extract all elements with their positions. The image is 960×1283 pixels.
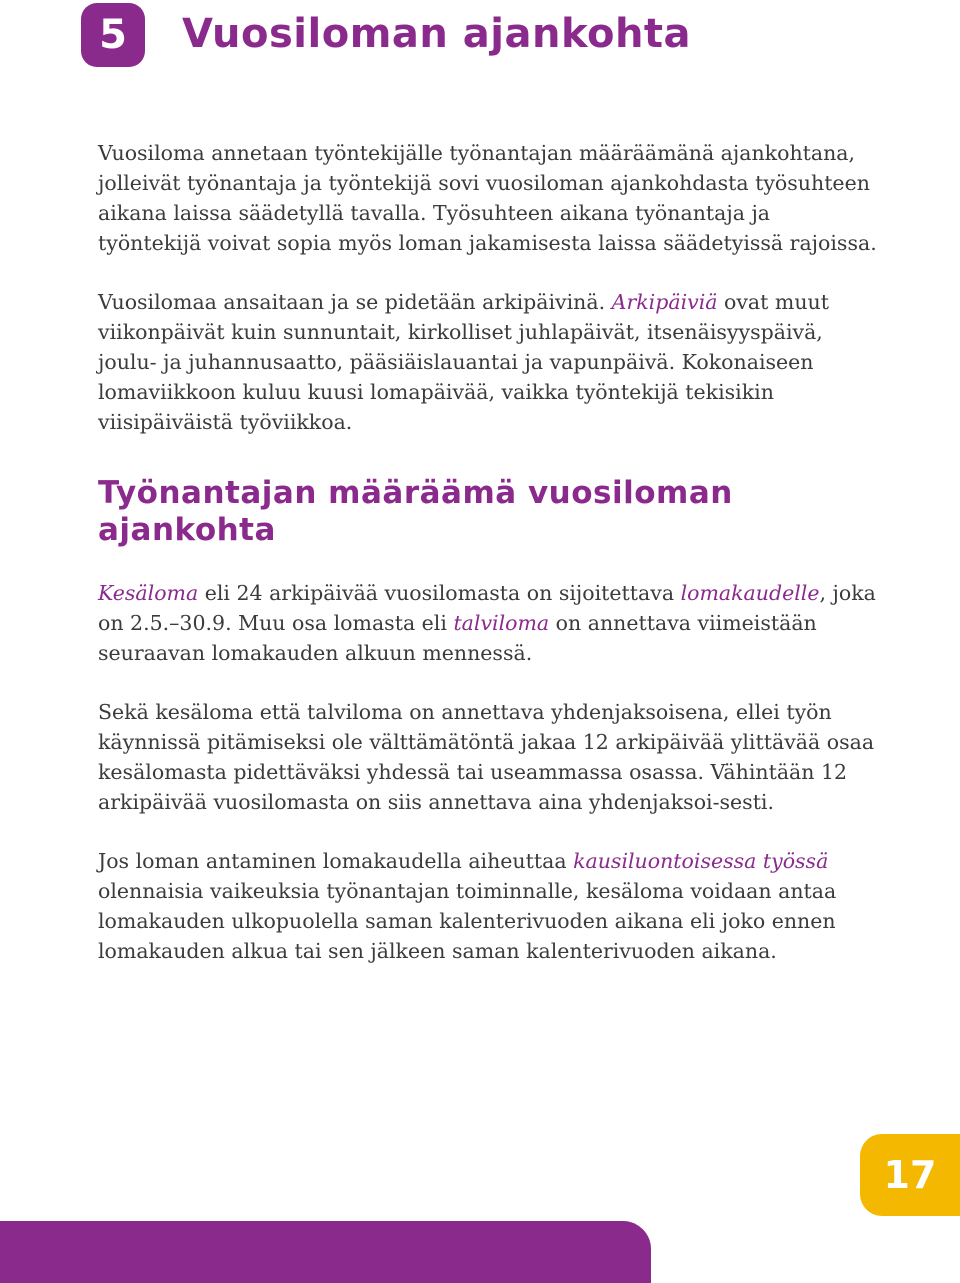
chapter-title: Vuosiloman ajankohta xyxy=(182,11,692,57)
text-run: , joka on 2.5.–30.9. Muu osa lomasta eli xyxy=(98,581,876,635)
term-arkipaivia: Arkipäiviä xyxy=(611,290,718,314)
paragraph-continuous-leave: Sekä kesäloma että talviloma on annettava yhdenjaksoisena, ellei työn käynnissä pitämiseksi ole välttämätöntä jakaa 12 arkipäivää ylittävää osaa kesälomasta pidettäväksi yhdessä tai useammassa osassa. Vähintään 12 arkipäivää vuosilomasta on siis annettava aina yhdenjaksoi-sesti. xyxy=(98,700,875,814)
paragraph-summer-leave xyxy=(98,578,878,668)
text-run: olennaisia vaikeuksia työnantajan toiminnalle, kesäloma voidaan antaa lomakauden ulkopuolella saman kalenterivuoden aikana eli joko ennen lomakauden alkua tai sen jälkeen saman kalenterivuoden aikana. xyxy=(98,879,837,963)
text-run: Jos loman antaminen lomakaudella aiheuttaa xyxy=(98,849,574,873)
page-content xyxy=(98,138,878,995)
text-run: on annettava viimeistään seuraavan lomakauden alkuun mennessä. xyxy=(98,611,817,665)
paragraph-workdays xyxy=(98,287,878,437)
text-run: eli 24 arkipäivää vuosilomasta on sijoitettava xyxy=(198,581,681,605)
text-run: Vuosilomaa ansaitaan ja se pidetään arkipäivinä. xyxy=(98,290,612,314)
section-heading: Työnantajan määräämä vuosiloman ajankohta xyxy=(98,475,733,548)
term-kesaloma: Kesäloma xyxy=(98,581,199,605)
term-kausiluontoinen-tyo: kausiluontoisessa työssä xyxy=(573,849,829,873)
footer-bar xyxy=(0,1221,651,1283)
term-talviloma: talviloma xyxy=(453,611,550,635)
text-run: ovat muut viikonpäivät kuin sunnuntait, kirkolliset juhlapäivät, itsenäisyyspäivä, joulu- ja juhannusaatto, pääsiäislauantai ja vapunpäivä. Kokonaiseen lomaviikkoon kuluu kuusi lomapäivää, vaikka työntekijä tekisikin viisipäiväistä työviikkoa. xyxy=(98,290,829,434)
term-lomakausi: lomakaudelle xyxy=(680,581,820,605)
chapter-number-badge: 5 xyxy=(81,3,145,67)
page-number-tab: 17 xyxy=(860,1134,960,1216)
paragraph-intro: Vuosiloma annetaan työntekijälle työnantajan määräämänä ajankohtana, jolleivät työnantaja ja työntekijä sovi vuosiloman ajankohdasta työsuhteen aikana laissa säädetyllä tavalla. Työsuhteen aikana työnantaja ja työntekijä voivat sopia myös loman jakamisesta laissa säädetyissä rajoissa. xyxy=(98,141,877,255)
paragraph-seasonal-work xyxy=(98,846,878,966)
